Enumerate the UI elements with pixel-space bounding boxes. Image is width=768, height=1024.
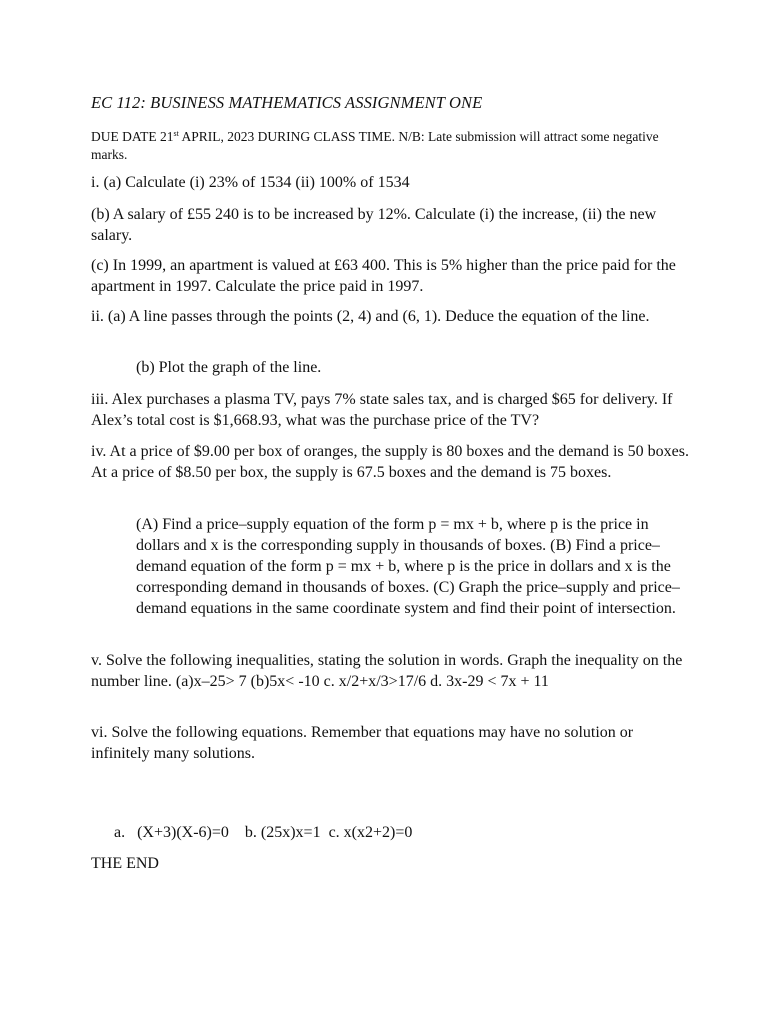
due-date-prefix: DUE DATE 21 xyxy=(91,129,174,144)
due-date-suffix: APRIL, 2023 DURING CLASS TIME. N/B: Late submission will attract some negative marks. xyxy=(91,129,659,162)
question-3: iii. Alex purchases a plasma TV, pays 7% state sales tax, and is charged $65 for delivery. If Alex’s total cost is $1,668.93, what was the purchase price of the TV? xyxy=(91,391,673,429)
question-2a: ii. (a) A line passes through the points (2, 4) and (6, 1). Deduce the equation of the line. xyxy=(91,308,650,325)
the-end: THE END xyxy=(91,855,159,872)
question-1a: i. (a) Calculate (i) 23% of 1534 (ii) 100% of 1534 xyxy=(91,174,410,191)
question-6-items: a. (X+3)(X-6)=0 b. (25x)x=1 c. x(x2+2)=0 xyxy=(114,824,413,841)
due-date-ordinal: st xyxy=(173,129,179,138)
question-2b: (b) Plot the graph of the line. xyxy=(136,359,322,376)
question-4-parts: (A) Find a price–supply equation of the form p = mx + b, where p is the price in dollars and x is the corresponding supply in thousands of boxes. (B) Find a price–demand equation of the form p = mx + b, where p is the price in dollars and x is the corresponding demand in thousands of boxes. (C) Graph the price–supply and price–demand equations in the same coordinate system and find their point of intersection. xyxy=(136,516,680,617)
question-4: iv. At a price of $9.00 per box of oranges, the supply is 80 boxes and the demand is 50 boxes. At a price of $8.50 per box, the supply is 67.5 boxes and the demand is 75 boxes. xyxy=(91,443,689,481)
page-title: EC 112: BUSINESS MATHEMATICS ASSIGNMENT ONE xyxy=(91,93,483,112)
question-1c: (c) In 1999, an apartment is valued at £63 400. This is 5% higher than the price paid for the apartment in 1997. Calculate the price paid in 1997. xyxy=(91,257,676,295)
question-1b: (b) A salary of £55 240 is to be increased by 12%. Calculate (i) the increase, (ii) the new salary. xyxy=(91,206,657,244)
question-5: v. Solve the following inequalities, stating the solution in words. Graph the inequality on the number line. (a)x–25> 7 (b)5x< -10 c. x/2+x/3>17/6 d. 3x-29 < 7x + 11 xyxy=(91,652,683,690)
question-6: vi. Solve the following equations. Remember that equations may have no solution or infinitely many solutions. xyxy=(91,724,634,762)
due-date-notice xyxy=(91,125,691,164)
